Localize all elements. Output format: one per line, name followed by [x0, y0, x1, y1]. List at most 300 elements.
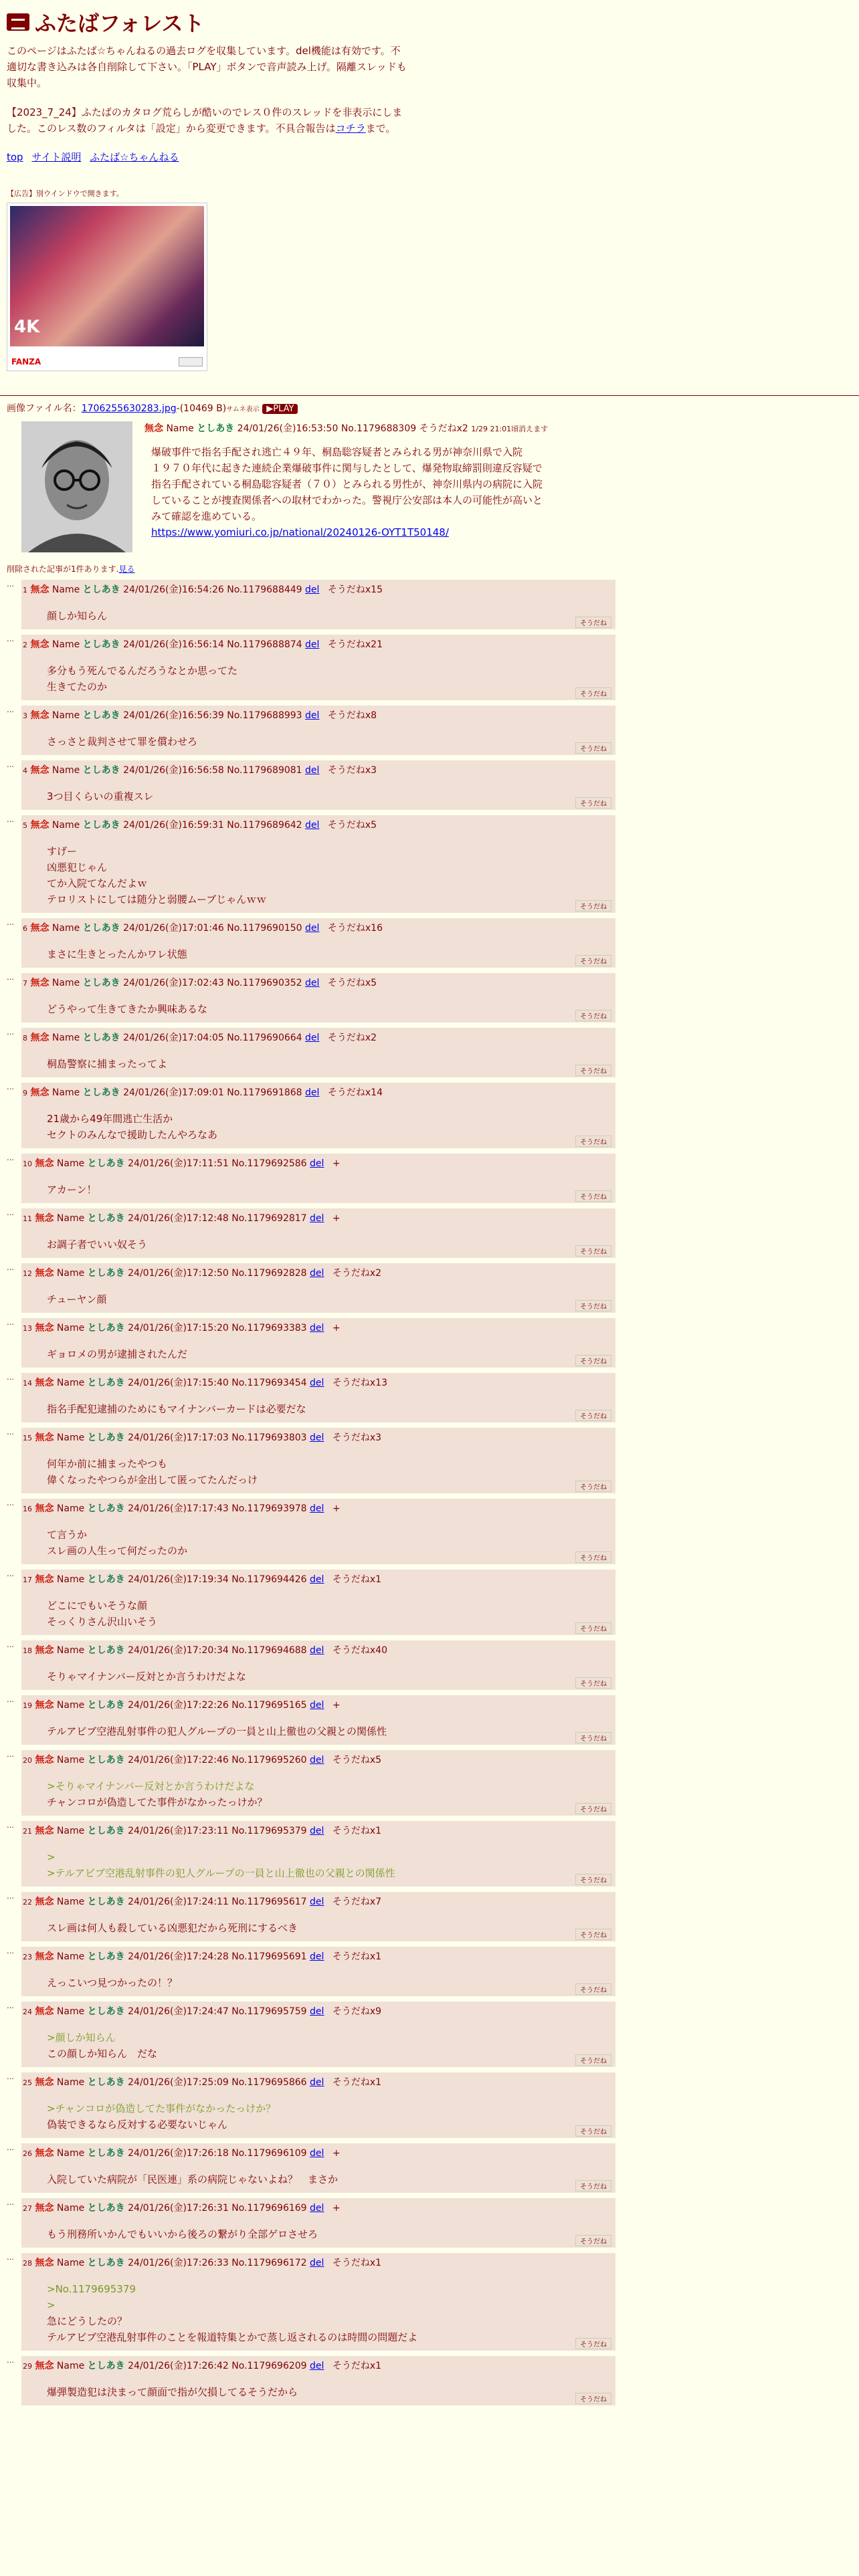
reply-del-link[interactable]: del — [310, 2258, 324, 2268]
reply-sodane[interactable]: + — [332, 1158, 341, 1169]
reply-name: としあき — [87, 1700, 125, 1711]
sodane-button[interactable]: そうだね — [575, 687, 611, 699]
reply-dots-icon: … — [7, 760, 14, 769]
reply-no[interactable]: No.1179688449 — [227, 584, 302, 595]
reply-line: テルアビブ空港乱射事件の犯人グループの一員と山上徹也の父親との関係性 — [47, 1725, 387, 1737]
reply-name-label: Name — [52, 820, 80, 831]
reply-del-link[interactable]: del — [310, 1951, 324, 1962]
reply-row — [7, 580, 852, 629]
reply-line: セクトのみんなで援助したんやろなあ — [47, 1129, 218, 1141]
reply-name: としあき — [82, 710, 120, 721]
reply-name-label: Name — [56, 1574, 85, 1585]
reply-no[interactable]: No.1179691868 — [227, 1087, 302, 1098]
reply-name: としあき — [87, 1503, 125, 1514]
reply-header — [21, 1208, 615, 1224]
reply-no[interactable]: No.1179692586 — [231, 1158, 307, 1169]
op-sodane[interactable]: そうだねx2 — [419, 423, 468, 434]
reply-quote-line: >顔しか知らん — [47, 2032, 116, 2044]
reply-text — [21, 1766, 615, 1816]
op-source-link[interactable]: https://www.yomiuri.co.jp/national/20240126-OYT1T50148/ — [151, 526, 449, 538]
reply-date: 24/01/26(金)17:11:51 — [128, 1158, 229, 1169]
reply-sodane[interactable]: そうだねx5 — [332, 1755, 382, 1765]
reply-header — [21, 1318, 615, 1334]
sodane-button[interactable]: そうだね — [575, 1410, 611, 1421]
reply-row — [7, 1695, 852, 1745]
file-line — [7, 401, 852, 415]
reply-name: としあき — [87, 1213, 125, 1224]
sodane-button[interactable]: そうだね — [575, 1355, 611, 1366]
reply-name-label: Name — [52, 765, 80, 776]
reply-no[interactable]: No.1179692828 — [231, 1268, 307, 1279]
reply-header — [21, 1028, 615, 1044]
reply-box — [21, 706, 615, 755]
reply-sodane[interactable]: そうだねx5 — [327, 978, 377, 988]
reply-sodane[interactable]: そうだねx2 — [327, 1033, 377, 1043]
ad-nav-arrows-icon[interactable] — [179, 357, 203, 366]
reply-sodane[interactable]: + — [332, 1700, 341, 1711]
reply-del-link[interactable]: del — [310, 1700, 324, 1711]
reply-header — [21, 580, 615, 596]
reply-index: 28 — [23, 2259, 32, 2268]
reply-del-link[interactable]: del — [310, 1574, 324, 1585]
reply-date: 24/01/26(金)17:25:09 — [128, 2077, 229, 2088]
sodane-button[interactable]: そうだね — [575, 2338, 611, 2349]
reply-date: 24/01/26(金)16:59:31 — [123, 820, 224, 831]
sodane-button[interactable]: そうだね — [575, 1732, 611, 1743]
sodane-button[interactable]: そうだね — [575, 1136, 611, 1147]
reply-no[interactable]: No.1179694426 — [231, 1574, 307, 1585]
reply-del-link[interactable]: del — [305, 584, 320, 595]
reply-del-link[interactable]: del — [310, 1432, 324, 1443]
reply-sodane[interactable]: そうだねx3 — [327, 765, 377, 776]
reply-index: 3 — [23, 712, 27, 720]
deleted-note — [7, 563, 852, 574]
reply-quote-line: >テルアビブ空港乱射事件の犯人グループの一員と山上徹也の父親との関係性 — [47, 1867, 395, 1879]
reply-date: 24/01/26(金)17:22:26 — [128, 1700, 229, 1711]
play-button[interactable]: ▶PLAY — [262, 404, 298, 414]
reply-text — [21, 2372, 615, 2405]
reply-del-link[interactable]: del — [310, 2203, 324, 2214]
reply-date: 24/01/26(金)16:56:14 — [123, 639, 224, 650]
reply-box — [21, 1499, 615, 1564]
reply-sodane[interactable]: そうだねx1 — [332, 2361, 382, 2371]
reply-dots-icon: … — [7, 1028, 14, 1037]
reply-name-label: Name — [56, 1755, 85, 1765]
reply-header — [21, 1083, 615, 1099]
reply-box — [21, 1892, 615, 1941]
reply-index: 17 — [23, 1576, 32, 1584]
reply-dots-icon: … — [7, 918, 14, 927]
reply-sodane[interactable]: そうだねx40 — [332, 1645, 387, 1656]
reply-del-link[interactable]: del — [310, 1897, 324, 1907]
reply-index: 4 — [23, 766, 27, 775]
reply-sodane[interactable]: + — [332, 2203, 341, 2214]
reply-name: としあき — [82, 978, 120, 988]
reply-line: 爆弾製造犯は決まって顔面で指が欠損してるそうだから — [47, 2386, 298, 2398]
reply-box — [21, 2198, 615, 2248]
reply-no[interactable]: No.1179695379 — [231, 1826, 307, 1836]
reply-name: としあき — [87, 2203, 125, 2214]
reply-row — [7, 2072, 852, 2138]
op-header — [145, 421, 573, 435]
reply-box — [21, 760, 615, 810]
reply-line: そっくりさん沢山いそう — [47, 1616, 158, 1628]
sodane-button[interactable]: そうだね — [575, 1300, 611, 1311]
reply-line: 指名手配犯逮捕のためにもマイナンバーカードは必要だな — [47, 1403, 306, 1415]
reply-name: としあき — [87, 2148, 125, 2159]
reply-del-link[interactable]: del — [310, 1503, 324, 1514]
sodane-button[interactable]: そうだね — [575, 742, 611, 754]
reply-subject: 無念 — [35, 1323, 54, 1333]
reply-no[interactable]: No.1179695165 — [231, 1700, 307, 1711]
reply-name: としあき — [87, 1897, 125, 1907]
bug-report-link[interactable]: コチラ — [335, 122, 366, 134]
reply-sodane[interactable]: + — [332, 1503, 341, 1514]
reply-line: チャンコロが偽造してた事件がなかったっけか？ — [47, 1796, 268, 1808]
op-thumbnail[interactable] — [21, 421, 132, 552]
op-post — [7, 417, 852, 562]
reply-box — [21, 1821, 615, 1887]
reply-line: 桐島警察に捕まったってよ — [47, 1058, 168, 1070]
reply-text — [21, 1515, 615, 1564]
reply-name-label: Name — [56, 1645, 85, 1656]
nav-about-link[interactable]: サイト説明 — [31, 151, 82, 163]
site-title[interactable]: ふたばフォレスト — [35, 11, 205, 36]
reply-header — [21, 706, 615, 722]
reply-text — [21, 1044, 615, 1077]
reply-dots-icon: … — [7, 706, 14, 714]
reply-subject: 無念 — [35, 2203, 54, 2214]
reply-del-link[interactable]: del — [305, 978, 320, 988]
reply-index: 27 — [23, 2204, 32, 2213]
reply-no[interactable]: No.1179695617 — [231, 1897, 307, 1907]
op-line: していることが捜査関係者への取材でわかった。警視庁公安部は本人の可能性が高いと — [151, 494, 543, 506]
reply-text — [21, 2088, 615, 2138]
sodane-button[interactable]: そうだね — [575, 1065, 611, 1076]
reply-no[interactable]: No.1179688874 — [227, 639, 302, 650]
reply-box — [21, 1318, 615, 1368]
reply-subject: 無念 — [30, 1087, 50, 1098]
reply-name: としあき — [82, 639, 120, 650]
sodane-button[interactable]: そうだね — [575, 2054, 611, 2066]
reply-del-link[interactable]: del — [310, 1323, 324, 1333]
reply-name: としあき — [82, 765, 120, 776]
reply-no[interactable]: No.1179694688 — [231, 1645, 307, 1656]
reply-sodane[interactable]: + — [332, 1213, 341, 1224]
sodane-button[interactable]: そうだね — [575, 1190, 611, 1202]
reply-row — [7, 1208, 852, 1258]
reply-no[interactable]: No.1179695260 — [231, 1755, 307, 1765]
reply-del-link[interactable]: del — [305, 639, 320, 650]
reply-index: 12 — [23, 1269, 32, 1278]
op-name-label: Name — [166, 423, 194, 434]
reply-index: 2 — [23, 641, 27, 649]
reply-index: 15 — [23, 1434, 32, 1442]
reply-line: まさに生きとったんかワレ状態 — [47, 948, 187, 960]
reply-dots-icon: … — [7, 1750, 14, 1759]
reply-box — [21, 1750, 615, 1816]
sodane-button[interactable]: そうだね — [575, 2235, 611, 2246]
reply-no[interactable]: No.1179696109 — [231, 2148, 307, 2159]
reply-del-link[interactable]: del — [310, 2006, 324, 2017]
reply-text — [21, 1711, 615, 1745]
reply-sodane[interactable]: そうだねx21 — [327, 639, 383, 650]
reply-sodane[interactable]: そうだねx14 — [327, 1087, 383, 1098]
reply-text — [21, 1099, 615, 1148]
sodane-button[interactable]: そうだね — [575, 955, 611, 966]
reply-no[interactable]: No.1179693978 — [231, 1503, 307, 1514]
reply-header — [21, 2143, 615, 2159]
reply-header — [21, 1892, 615, 1908]
sodane-button[interactable]: そうだね — [575, 1803, 611, 1814]
reply-no[interactable]: No.1179690150 — [227, 923, 302, 934]
reply-del-link[interactable]: del — [310, 1755, 324, 1765]
reply-row — [7, 918, 852, 968]
reply-quote-line: >No.1179695379 — [47, 2283, 136, 2295]
reply-no[interactable]: No.1179689642 — [227, 820, 302, 831]
reply-subject: 無念 — [35, 1503, 54, 1514]
reply-del-link[interactable]: del — [305, 923, 320, 934]
reply-no[interactable]: No.1179690352 — [227, 978, 302, 988]
reply-header — [21, 1499, 615, 1515]
reply-no[interactable]: No.1179696209 — [231, 2361, 307, 2371]
sodane-button[interactable]: そうだね — [575, 1929, 611, 1940]
reply-no[interactable]: No.1179690664 — [227, 1033, 302, 1043]
sodane-button[interactable]: そうだね — [575, 1874, 611, 1885]
reply-sodane[interactable]: そうだねx16 — [327, 923, 383, 934]
nav-futaba-link[interactable]: ふたば☆ちゃんねる — [90, 151, 179, 163]
reply-index: 21 — [23, 1827, 32, 1836]
reply-name: としあき — [87, 2361, 125, 2371]
reply-quote-line: > — [47, 2299, 56, 2311]
reply-dots-icon: … — [7, 580, 14, 588]
portrait-image — [21, 421, 132, 552]
nav-top-link[interactable]: top — [7, 151, 23, 163]
reply-sodane[interactable]: そうだねx1 — [332, 2077, 382, 2088]
reply-del-link[interactable]: del — [305, 765, 320, 776]
reply-no[interactable]: No.1179695866 — [231, 2077, 307, 2088]
sodane-button[interactable]: そうだね — [575, 1245, 611, 1257]
reply-row — [7, 1318, 852, 1368]
op-line: みて確認を進めている。 — [151, 510, 262, 522]
reply-date: 24/01/26(金)17:15:20 — [128, 1323, 229, 1333]
ad-4k-badge: 4K — [14, 317, 40, 337]
reply-date: 24/01/26(金)16:54:26 — [123, 584, 224, 595]
reply-quote-line: > — [47, 1851, 56, 1863]
reply-index: 9 — [23, 1089, 27, 1097]
reply-text — [21, 989, 615, 1023]
reply-text — [21, 1334, 615, 1368]
reply-line: そりゃマイナンバー反対とか言うわけだよな — [47, 1671, 246, 1683]
sodane-button[interactable]: そうだね — [575, 2125, 611, 2137]
reply-name: としあき — [87, 1574, 125, 1585]
reply-sodane[interactable]: そうだねx1 — [332, 1826, 382, 1836]
reply-subject: 無念 — [35, 1826, 54, 1836]
sodane-button[interactable]: そうだね — [575, 1622, 611, 1634]
reply-row — [7, 1750, 852, 1816]
sodane-button[interactable]: そうだね — [575, 617, 611, 628]
sodane-button[interactable]: そうだね — [575, 2180, 611, 2191]
reply-date: 24/01/26(金)17:26:33 — [128, 2258, 229, 2268]
reply-sodane[interactable]: そうだねx8 — [327, 710, 377, 721]
reply-header — [21, 1750, 615, 1766]
reply-line: 何年か前に捕まったやつも — [47, 1458, 168, 1470]
sodane-button[interactable]: そうだね — [575, 797, 611, 809]
op-text — [145, 444, 573, 540]
reply-dots-icon: … — [7, 815, 14, 824]
reply-name: としあき — [82, 1087, 120, 1098]
reply-name-label: Name — [52, 1087, 80, 1098]
ad-banner[interactable] — [7, 203, 207, 371]
reply-del-link[interactable]: del — [305, 820, 320, 831]
reply-header — [21, 2198, 615, 2214]
reply-header — [21, 760, 615, 776]
reply-sodane[interactable]: そうだねx1 — [332, 1951, 382, 1962]
reply-del-link[interactable]: del — [310, 2361, 324, 2371]
reply-subject: 無念 — [35, 1378, 54, 1388]
reply-sodane[interactable]: そうだねx5 — [327, 820, 377, 831]
intro — [7, 43, 408, 136]
reply-no[interactable]: No.1179689081 — [227, 765, 302, 776]
reply-header — [21, 918, 615, 934]
site-logo-icon[interactable] — [7, 13, 29, 31]
reply-line: さっさと裁判させて罪を償わせろ — [47, 736, 198, 748]
reply-row — [7, 973, 852, 1023]
reply-del-link[interactable]: del — [305, 1087, 320, 1098]
reply-header — [21, 635, 615, 651]
reply-sodane[interactable]: そうだねx2 — [332, 1268, 382, 1279]
sodane-button[interactable]: そうだね — [575, 1010, 611, 1021]
reply-text — [21, 1586, 615, 1635]
reply-index: 18 — [23, 1646, 32, 1655]
reply-no[interactable]: No.1179692817 — [231, 1213, 307, 1224]
reply-sodane[interactable]: そうだねx1 — [332, 2258, 382, 2268]
sodane-button[interactable]: そうだね — [575, 1983, 611, 1995]
reply-row — [7, 2356, 852, 2405]
reply-name: としあき — [87, 1378, 125, 1388]
reply-row — [7, 2143, 852, 2193]
reply-line: 多分もう死んでるんだろうなとか思ってた — [47, 665, 238, 677]
reply-row — [7, 1263, 852, 1313]
reply-line: 急にどうしたの？ — [47, 2315, 128, 2327]
reply-name-label: Name — [52, 710, 80, 721]
reply-index: 13 — [23, 1324, 32, 1333]
sodane-button[interactable]: そうだね — [575, 1481, 611, 1492]
reply-line: えっこいつ見つかったの！？ — [47, 1977, 178, 1989]
reply-text — [21, 831, 615, 913]
reply-index: 8 — [23, 1034, 27, 1043]
reply-no[interactable]: No.1179695691 — [231, 1951, 307, 1962]
reply-del-link[interactable]: del — [310, 1826, 324, 1836]
reply-list — [7, 580, 852, 2405]
reply-sodane[interactable]: そうだねx15 — [327, 584, 383, 595]
op-no[interactable]: No.1179688309 — [341, 423, 417, 434]
reply-line: て言うか — [47, 1529, 88, 1541]
reply-subject: 無念 — [30, 639, 50, 650]
sodane-button[interactable]: そうだね — [575, 1677, 611, 1689]
reply-index: 14 — [23, 1379, 32, 1388]
reply-name: としあき — [87, 1645, 125, 1656]
reply-date: 24/01/26(金)17:26:18 — [128, 2148, 229, 2159]
op-line: 爆破事件で指名手配され逃亡４９年、桐島聡容疑者とみられる男が神奈川県で入院 — [151, 446, 523, 458]
reply-dots-icon: … — [7, 1318, 14, 1327]
reply-line: もう刑務所いかんでもいいから後ろの繋がり全部ゲロさせろ — [47, 2228, 318, 2240]
file-link[interactable]: 1706255630283.jpg — [81, 403, 177, 414]
reply-no[interactable]: No.1179695759 — [231, 2006, 307, 2017]
reply-dots-icon: … — [7, 1695, 14, 1704]
reply-sodane[interactable]: そうだねx9 — [332, 2006, 382, 2017]
reply-no[interactable]: No.1179693454 — [231, 1378, 307, 1388]
reply-sodane[interactable]: + — [332, 2148, 341, 2159]
reply-del-link[interactable]: del — [310, 2148, 324, 2159]
deleted-show-link[interactable]: 見る — [118, 564, 135, 574]
reply-no[interactable]: No.1179688993 — [227, 710, 302, 721]
reply-box — [21, 1083, 615, 1148]
reply-no[interactable]: No.1179693383 — [231, 1323, 307, 1333]
reply-del-link[interactable]: del — [310, 1213, 324, 1224]
reply-sodane[interactable]: + — [332, 1323, 341, 1333]
reply-del-link[interactable]: del — [310, 1645, 324, 1656]
reply-date: 24/01/26(金)17:17:03 — [128, 1432, 229, 1443]
reply-no[interactable]: No.1179693803 — [231, 1432, 307, 1443]
reply-date: 24/01/26(金)17:15:40 — [128, 1378, 229, 1388]
intro-text-2 — [7, 104, 408, 136]
reply-name-label: Name — [56, 2077, 85, 2088]
reply-subject: 無念 — [35, 2077, 54, 2088]
reply-del-link[interactable]: del — [310, 2077, 324, 2088]
reply-row — [7, 1428, 852, 1493]
reply-subject: 無念 — [35, 1268, 54, 1279]
reply-name: としあき — [87, 1323, 125, 1333]
reply-index: 29 — [23, 2362, 32, 2371]
reply-del-link[interactable]: del — [310, 1158, 324, 1169]
reply-dots-icon: … — [7, 1154, 14, 1162]
reply-date: 24/01/26(金)17:24:28 — [128, 1951, 229, 1962]
reply-del-link[interactable]: del — [310, 1378, 324, 1388]
sodane-button[interactable]: そうだね — [575, 900, 611, 911]
reply-dots-icon: … — [7, 1208, 14, 1217]
reply-dots-icon: … — [7, 2356, 14, 2365]
reply-quote-line: >そりゃマイナンバー反対とか言うわけだよな — [47, 1780, 255, 1792]
reply-no[interactable]: No.1179696172 — [231, 2258, 307, 2268]
reply-box — [21, 1028, 615, 1077]
reply-no[interactable]: No.1179696169 — [231, 2203, 307, 2214]
reply-dots-icon: … — [7, 2143, 14, 2152]
reply-name-label: Name — [56, 1897, 85, 1907]
reply-text — [21, 1908, 615, 1941]
reply-dots-icon: … — [7, 2198, 14, 2207]
reply-del-link[interactable]: del — [305, 710, 320, 721]
reply-text — [21, 1224, 615, 1258]
sodane-button[interactable]: そうだね — [575, 2393, 611, 2404]
reply-sodane[interactable]: そうだねx1 — [332, 1574, 382, 1585]
reply-del-link[interactable]: del — [310, 1268, 324, 1279]
reply-line: チューヤン顔 — [47, 1293, 107, 1305]
reply-box — [21, 1263, 615, 1313]
reply-quote-line: >チャンコロが偽造してた事件がなかったっけか？ — [47, 2103, 276, 2115]
reply-text — [21, 2159, 615, 2193]
reply-box — [21, 973, 615, 1023]
reply-header — [21, 1695, 615, 1711]
intro-text-2-prefix: 【2023_7_24】ふたばのカタログ荒らしが酷いのでレス０件のスレッドを非表示にしました。このレス数のフィルタは「設定」から変更できます。不具合報告は — [7, 106, 403, 134]
reply-sodane[interactable]: そうだねx7 — [332, 1897, 382, 1907]
reply-sodane[interactable]: そうだねx3 — [332, 1432, 382, 1443]
sodane-button[interactable]: そうだね — [575, 1551, 611, 1563]
reply-dots-icon: … — [7, 1640, 14, 1649]
reply-del-link[interactable]: del — [305, 1033, 320, 1043]
reply-sodane[interactable]: そうだねx13 — [332, 1378, 387, 1388]
reply-text — [21, 1444, 615, 1493]
